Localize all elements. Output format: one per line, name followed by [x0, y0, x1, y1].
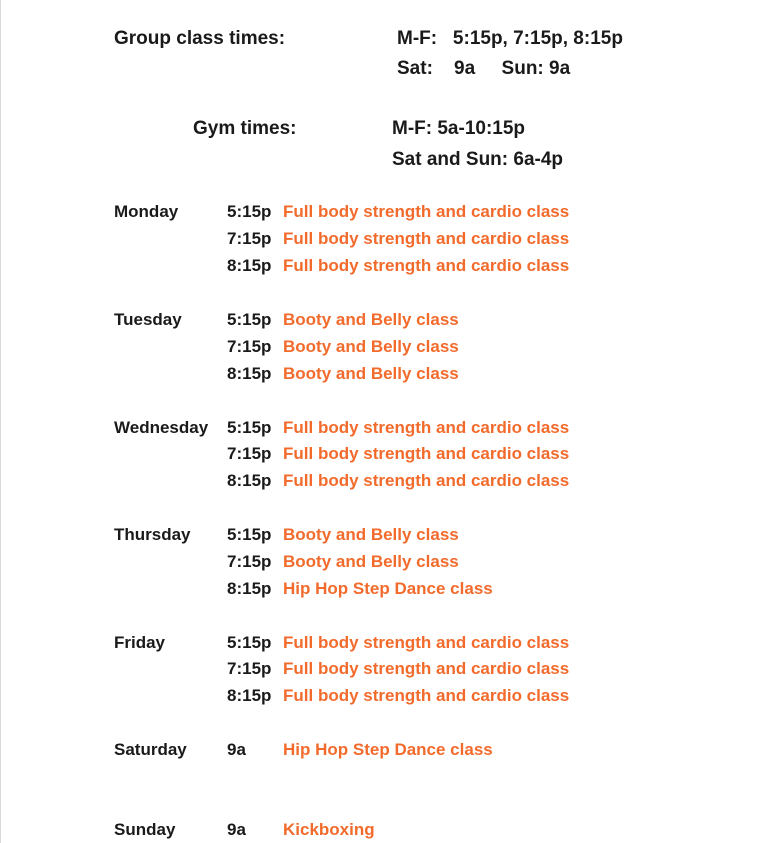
group-class-weekend-times: Sat: 9a Sun: 9a	[397, 58, 571, 79]
class-time: 8:15p	[227, 686, 272, 705]
day-label-tuesday: Tuesday	[114, 310, 182, 329]
class-time: 5:15p	[227, 633, 272, 652]
class-name: Full body strength and cardio class	[283, 471, 570, 490]
class-time: 9a	[227, 820, 246, 839]
day-label-thursday: Thursday	[114, 525, 191, 544]
class-name: Full body strength and cardio class	[283, 256, 570, 275]
gym-times-label: Gym times:	[193, 118, 297, 139]
group-class-times-label: Group class times:	[114, 28, 286, 49]
day-label-wednesday: Wednesday	[114, 418, 209, 437]
class-name: Full body strength and cardio class	[283, 633, 570, 652]
gym-weekday-hours: M-F: 5a-10:15p	[392, 118, 526, 139]
class-name: Hip Hop Step Dance class	[283, 579, 493, 598]
class-name: Full body strength and cardio class	[283, 418, 570, 437]
class-time: 7:15p	[227, 229, 272, 248]
day-label-friday: Friday	[114, 633, 166, 652]
page-edge	[0, 0, 1, 843]
class-name: Booty and Belly class	[283, 525, 459, 544]
day-label-monday: Monday	[114, 202, 179, 221]
class-name: Full body strength and cardio class	[283, 444, 570, 463]
day-label-saturday: Saturday	[114, 740, 187, 759]
day-label-sunday: Sunday	[114, 820, 176, 839]
class-name: Booty and Belly class	[283, 552, 459, 571]
class-time: 8:15p	[227, 364, 272, 383]
class-name: Booty and Belly class	[283, 310, 459, 329]
class-time: 8:15p	[227, 471, 272, 490]
class-time: 7:15p	[227, 337, 272, 356]
class-name: Full body strength and cardio class	[283, 202, 570, 221]
class-time: 5:15p	[227, 310, 272, 329]
class-name: Full body strength and cardio class	[283, 686, 570, 705]
gym-weekend-hours: Sat and Sun: 6a-4p	[392, 149, 564, 170]
class-time: 8:15p	[227, 256, 272, 275]
class-time: 5:15p	[227, 525, 272, 544]
class-name: Kickboxing	[283, 820, 375, 839]
class-time: 9a	[227, 740, 246, 759]
class-time: 7:15p	[227, 659, 272, 678]
class-time: 8:15p	[227, 579, 272, 598]
class-time: 5:15p	[227, 202, 272, 221]
class-name: Hip Hop Step Dance class	[283, 740, 493, 759]
class-name: Booty and Belly class	[283, 337, 459, 356]
class-time: 7:15p	[227, 444, 272, 463]
class-name: Full body strength and cardio class	[283, 659, 570, 678]
class-time: 5:15p	[227, 418, 272, 437]
group-class-weekday-times: M-F: 5:15p, 7:15p, 8:15p	[397, 28, 623, 49]
class-name: Booty and Belly class	[283, 364, 459, 383]
class-time: 7:15p	[227, 552, 272, 571]
class-name: Full body strength and cardio class	[283, 229, 570, 248]
